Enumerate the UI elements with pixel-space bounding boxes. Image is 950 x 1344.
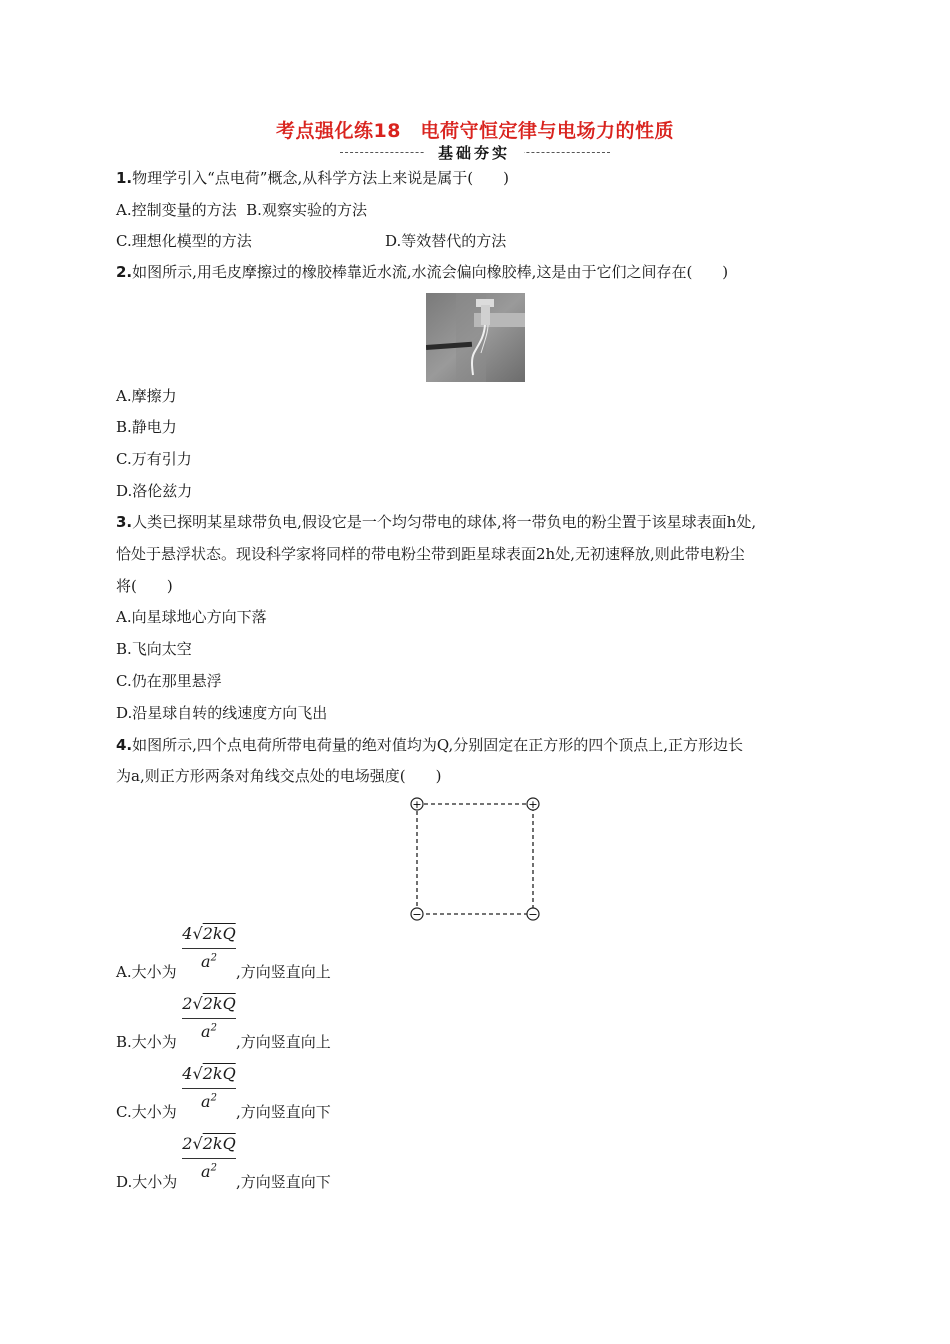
- option-d: D.沿星球自转的线速度方向飞出: [116, 704, 328, 722]
- question-stem-line-1: 人类已探明某星球带负电,假设它是一个均匀带电的球体,将一带负电的粉尘置于该星球表面h处,: [132, 513, 757, 531]
- question-stem-line-2: 为a,则正方形两条对角线交点处的电场强度( ): [116, 767, 442, 785]
- question-number: 3.: [116, 513, 133, 531]
- question-number: 1.: [116, 169, 133, 187]
- option-a: A.控制变量的方法: [116, 201, 237, 219]
- option-a: A.大小为: [116, 963, 177, 981]
- page-title: 考点强化练18 电荷守恒定律与电场力的性质: [276, 120, 674, 142]
- option-c-direction: ,方向竖直向下: [236, 1103, 331, 1121]
- option-d: D.大小为: [116, 1173, 178, 1191]
- question-3: [116, 512, 756, 532]
- question-number: 4.: [116, 736, 133, 754]
- option-d-direction: ,方向竖直向下: [236, 1173, 331, 1191]
- charge-bottom-right: [527, 908, 539, 921]
- section-banner: [340, 143, 610, 163]
- svg-text:−: −: [528, 908, 538, 921]
- svg-text:+: +: [412, 798, 422, 811]
- option-a: A.向星球地心方向下落: [116, 608, 267, 626]
- question-stem-line-1: 如图所示,四个点电荷所带电荷量的绝对值均为Q,分别固定在正方形的四个顶点上,正方形边长: [132, 736, 743, 754]
- question-stem-line-2: 恰处于悬浮状态。现设科学家将同样的带电粉尘带到距星球表面2h处,无初速释放,则此带电粉尘: [116, 545, 745, 563]
- svg-text:−: −: [412, 908, 422, 921]
- option-d: D.洛伦兹力: [116, 482, 193, 500]
- question-stem: 如图所示,用毛皮摩擦过的橡胶棒靠近水流,水流会偏向橡胶棒,这是由于它们之间存在( ): [132, 263, 729, 281]
- question-stem-line-3: 将( ): [116, 577, 173, 595]
- option-c: C.大小为: [116, 1103, 177, 1121]
- question-1: [116, 168, 509, 188]
- option-b: B.大小为: [116, 1033, 177, 1051]
- option-b: B.静电力: [116, 418, 177, 436]
- question-2: [116, 262, 728, 282]
- charge-top-left: [411, 798, 423, 811]
- question-stem: 物理学引入“点电荷”概念,从科学方法上来说是属于( ): [132, 169, 509, 187]
- question-4: [116, 735, 743, 755]
- option-row: [116, 200, 367, 220]
- question-number: 2.: [116, 263, 133, 281]
- option-c: C.理想化模型的方法: [116, 232, 252, 250]
- option-c: C.万有引力: [116, 450, 192, 468]
- option-b: B.观察实验的方法: [246, 201, 367, 219]
- option-a: A.摩擦力: [116, 387, 177, 405]
- option-b: B.飞向太空: [116, 640, 192, 658]
- square-outline: [417, 804, 533, 914]
- option-d: D.等效替代的方法: [385, 232, 507, 250]
- section-label: 基础夯实: [424, 143, 524, 163]
- water-stream-photo: [426, 293, 525, 382]
- option-a-direction: ,方向竖直向上: [236, 963, 331, 981]
- charge-square-diagram: [400, 790, 550, 925]
- charge-top-right: [527, 798, 539, 811]
- svg-text:+: +: [528, 798, 538, 811]
- option-c: C.仍在那里悬浮: [116, 672, 222, 690]
- charge-bottom-left: [411, 908, 423, 921]
- option-b-direction: ,方向竖直向上: [236, 1033, 331, 1051]
